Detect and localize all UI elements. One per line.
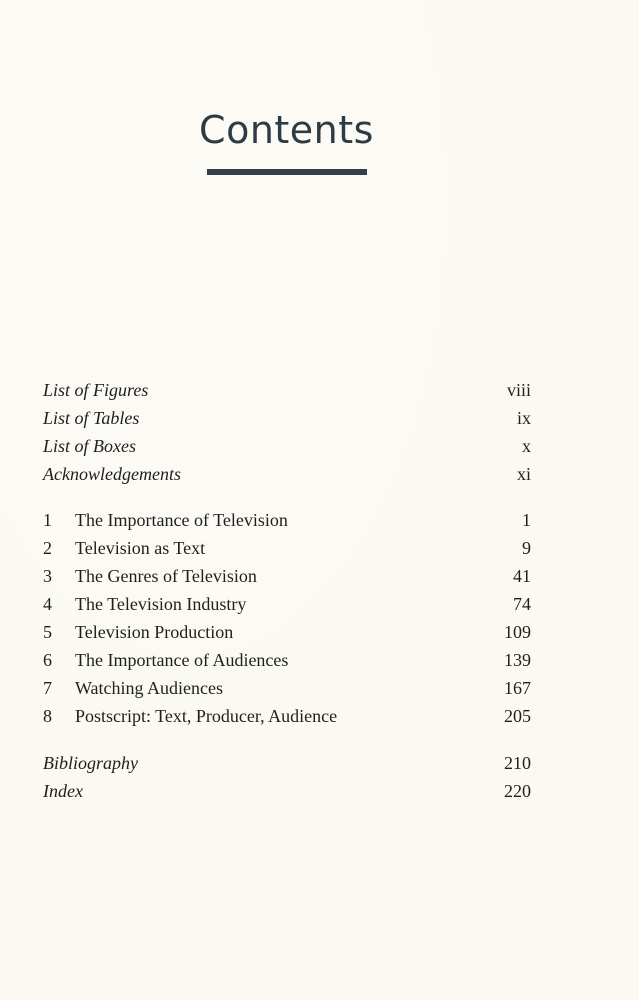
toc-entry-list-of-tables — [43, 405, 531, 431]
chapter-title: The Importance of Audiences — [75, 650, 289, 670]
toc-entry-label: List of Boxes — [43, 436, 136, 456]
chapter-title: The Television Industry — [75, 594, 247, 614]
toc-entry-page: 109 — [504, 622, 531, 642]
toc-entry-list-of-boxes — [43, 433, 531, 459]
toc-entry-page: x — [522, 436, 531, 456]
toc-entry-page: 9 — [522, 538, 531, 558]
toc-chapter-6 — [43, 647, 531, 673]
toc-entry-page: 220 — [504, 781, 531, 801]
toc-entry-page: xi — [516, 464, 531, 484]
toc-entry-label: Acknowledgements — [43, 464, 181, 484]
chapter-title: Watching Audiences — [75, 678, 224, 698]
toc-entry-label: List of Tables — [43, 408, 140, 428]
chapter-number: 5 — [43, 622, 52, 642]
chapter-number: 4 — [43, 594, 52, 614]
chapter-title: The Genres of Television — [75, 566, 257, 586]
title-underline-rule — [207, 169, 367, 175]
toc-entry-bibliography — [43, 750, 531, 776]
chapter-number: 8 — [43, 706, 52, 726]
chapter-title: Television Production — [75, 622, 234, 642]
toc-chapter-5 — [43, 619, 531, 645]
toc-chapter-1 — [43, 507, 531, 533]
toc-entry-index — [43, 778, 531, 804]
toc-entry-label: Bibliography — [43, 753, 138, 773]
toc-entry-page: 74 — [513, 594, 531, 614]
toc-entry-page: 205 — [504, 706, 531, 726]
toc-chapter-2 — [43, 535, 531, 561]
toc-entry-page: 210 — [504, 753, 531, 773]
toc-chapter-4 — [43, 591, 531, 617]
toc-entry-page: 139 — [504, 650, 531, 670]
toc-chapter-8 — [43, 703, 531, 729]
chapter-number: 7 — [43, 678, 52, 698]
toc-entry-page: ix — [516, 408, 531, 428]
toc-entry-page: 1 — [522, 510, 531, 530]
toc-entry-page: viii — [506, 380, 531, 400]
toc-entry-page: 41 — [513, 566, 531, 586]
toc-chapter-7 — [43, 675, 531, 701]
toc-entry-page: 167 — [504, 678, 531, 698]
chapter-title: Postscript: Text, Producer, Audience — [75, 706, 338, 726]
chapter-title: Television as Text — [75, 538, 206, 558]
toc-chapter-3 — [43, 563, 531, 589]
chapter-number: 1 — [43, 510, 52, 530]
toc-entry-acknowledgements — [43, 461, 531, 487]
chapter-number: 3 — [43, 566, 52, 586]
chapter-number: 2 — [43, 538, 52, 558]
toc-entry-label: Index — [43, 781, 83, 801]
toc-entry-label: List of Figures — [43, 380, 149, 400]
page-title: Contents — [199, 108, 374, 152]
toc-entry-list-of-figures — [43, 377, 531, 403]
chapter-number: 6 — [43, 650, 52, 670]
chapter-title: The Importance of Television — [75, 510, 288, 530]
